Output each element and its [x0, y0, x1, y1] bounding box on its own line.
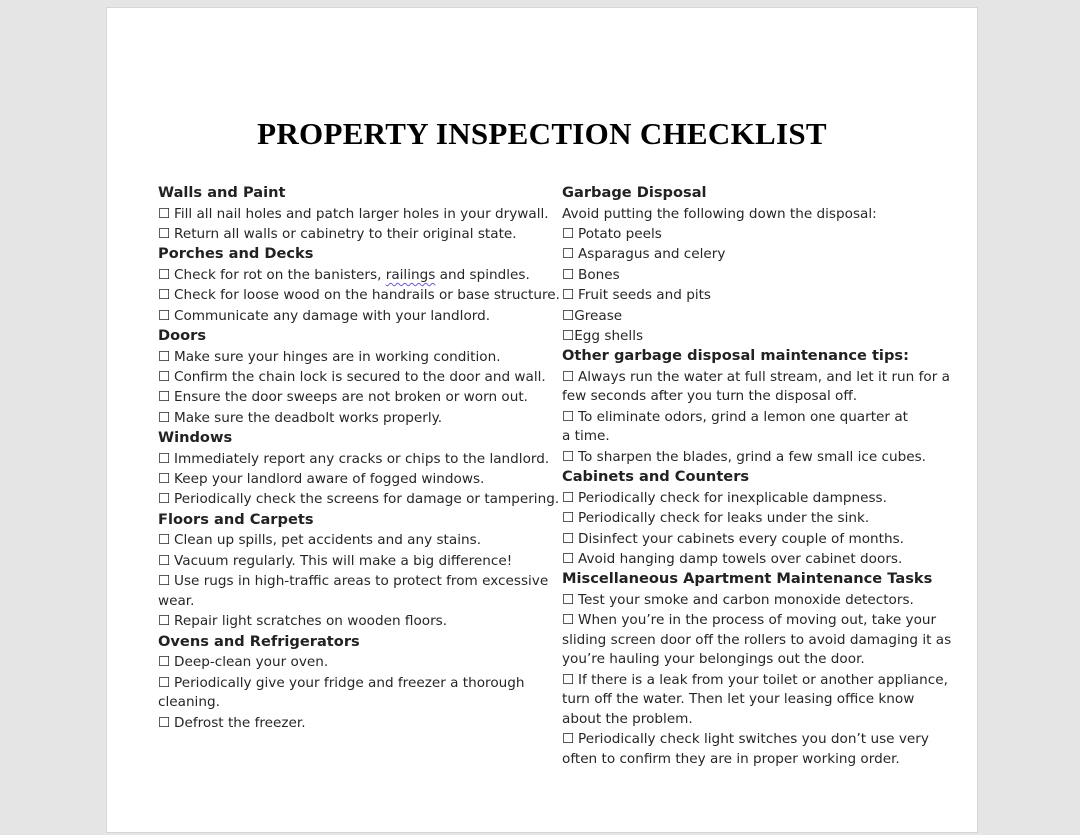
- spellcheck-word[interactable]: railings: [385, 266, 436, 283]
- checklist-item: ☐ When you’re in the process of moving out, take your: [562, 610, 952, 630]
- checkbox-icon[interactable]: ☐: [158, 389, 171, 406]
- section-heading-walls: Walls and Paint: [158, 184, 286, 201]
- checklist-item: ☐ Periodically check the screens for damage or tampering.: [158, 489, 558, 509]
- checklist-item-continued: sliding screen door off the rollers to avoid damaging it as: [562, 631, 952, 648]
- checklist-item: ☐ To eliminate odors, grind a lemon one quarter at: [562, 407, 952, 427]
- section-heading-misc: Miscellaneous Apartment Maintenance Tasks: [562, 570, 933, 588]
- checkbox-icon[interactable]: ☐: [562, 368, 575, 385]
- checkbox-icon[interactable]: ☐: [158, 674, 171, 691]
- checkbox-icon[interactable]: ☐: [158, 368, 171, 385]
- checkbox-icon[interactable]: ☐: [562, 510, 575, 527]
- checklist-item: ☐ Use rugs in high-traffic areas to protect from excessive: [158, 571, 558, 591]
- checklist-item: ☐ Make sure your hinges are in working condition.: [158, 347, 558, 367]
- checklist-item: ☐ Immediately report any cracks or chips to the landlord.: [158, 449, 558, 469]
- checkbox-icon[interactable]: ☐: [562, 287, 575, 304]
- checklist-item: ☐ Periodically give your fridge and freezer a thorough: [158, 673, 558, 693]
- checkbox-icon[interactable]: ☐: [562, 307, 575, 324]
- section-heading-cabinets: Cabinets and Counters: [562, 468, 750, 486]
- checkbox-icon[interactable]: ☐: [158, 471, 171, 488]
- checklist-item: ☐ Check for loose wood on the handrails or base structure.: [158, 285, 558, 305]
- checklist-item-continued: turn off the water. Then let your leasing office know: [562, 691, 915, 708]
- checkbox-icon[interactable]: ☐: [562, 448, 575, 465]
- checklist-item: ☐ Periodically check for inexplicable dampness.: [562, 488, 952, 508]
- checkbox-icon[interactable]: ☐: [158, 491, 171, 508]
- checkbox-icon[interactable]: ☐: [562, 671, 575, 688]
- checklist-item: ☐ Clean up spills, pet accidents and any stains.: [158, 530, 558, 550]
- page-title: PROPERTY INSPECTION CHECKLIST: [257, 116, 827, 151]
- checkbox-icon[interactable]: ☐: [158, 714, 171, 731]
- right-column: [562, 183, 952, 769]
- intro-text: Avoid putting the following down the disposal:: [562, 205, 877, 222]
- checkbox-icon[interactable]: ☐: [562, 266, 575, 283]
- checkbox-icon[interactable]: ☐: [562, 612, 575, 629]
- checkbox-icon[interactable]: ☐: [562, 246, 575, 263]
- checkbox-icon[interactable]: ☐: [562, 327, 575, 344]
- section-heading-porches: Porches and Decks: [158, 245, 314, 263]
- checkbox-icon[interactable]: ☐: [158, 266, 171, 283]
- section-heading-windows: Windows: [158, 429, 233, 447]
- checkbox-icon[interactable]: ☐: [158, 450, 171, 467]
- checkbox-icon[interactable]: ☐: [158, 573, 171, 590]
- checkbox-icon[interactable]: ☐: [158, 654, 171, 671]
- checklist-item-continued: you’re hauling your belongings out the door.: [562, 651, 865, 668]
- checkbox-icon[interactable]: ☐: [158, 205, 171, 222]
- checkbox-icon[interactable]: ☐: [562, 489, 575, 506]
- left-column: [158, 183, 558, 733]
- document-page: [106, 7, 978, 833]
- checklist-item: ☐ Return all walls or cabinetry to their original state.: [158, 224, 558, 244]
- checklist-item: ☐ Defrost the freezer.: [158, 713, 558, 733]
- checklist-item: ☐ Fill all nail holes and patch larger holes in your drywall.: [158, 204, 558, 224]
- checklist-item: ☐ Vacuum regularly. This will make a big difference!: [158, 551, 558, 571]
- checklist-item: ☐ Always run the water at full stream, and let it run for a: [562, 367, 952, 387]
- checklist-item: ☐ Keep your landlord aware of fogged windows.: [158, 469, 558, 489]
- checkbox-icon[interactable]: ☐: [562, 408, 575, 425]
- checkbox-icon[interactable]: ☐: [562, 225, 575, 242]
- checklist-item-continued: a time.: [562, 428, 610, 445]
- checkbox-icon[interactable]: ☐: [158, 307, 171, 324]
- checklist-item: ☐ Ensure the door sweeps are not broken or worn out.: [158, 387, 558, 407]
- checkbox-icon[interactable]: ☐: [158, 287, 171, 304]
- checkbox-icon[interactable]: ☐: [562, 591, 575, 608]
- checklist-item: ☐ Bones: [562, 265, 952, 285]
- checklist-item-continued: about the problem.: [562, 710, 693, 727]
- checklist-item-continued: often to confirm they are in proper working order.: [562, 750, 900, 767]
- checklist-item: ☐ Make sure the deadbolt works properly.: [158, 408, 558, 428]
- checklist-item: ☐ Avoid hanging damp towels over cabinet doors.: [562, 549, 952, 569]
- checklist-item: ☐ Periodically check for leaks under the sink.: [562, 508, 952, 528]
- checklist-item: ☐Egg shells: [562, 327, 644, 344]
- checkbox-icon[interactable]: ☐: [158, 409, 171, 426]
- checklist-item: ☐ If there is a leak from your toilet or another appliance,: [562, 670, 952, 690]
- checklist-item: ☐ Disinfect your cabinets every couple of months.: [562, 529, 952, 549]
- section-heading-tips: Other garbage disposal maintenance tips:: [562, 347, 909, 365]
- checkbox-icon[interactable]: ☐: [158, 225, 171, 242]
- section-heading-ovens: Ovens and Refrigerators: [158, 632, 360, 650]
- section-heading-garbage: Garbage Disposal: [562, 184, 707, 201]
- checklist-item: ☐ Deep-clean your oven.: [158, 652, 558, 672]
- checkbox-icon[interactable]: ☐: [158, 613, 171, 630]
- checkbox-icon[interactable]: ☐: [562, 731, 575, 748]
- checklist-item: ☐ Test your smoke and carbon monoxide detectors.: [562, 590, 952, 610]
- checkbox-icon[interactable]: ☐: [158, 532, 171, 549]
- section-heading-floors: Floors and Carpets: [158, 510, 314, 528]
- checklist-item: ☐ Fruit seeds and pits: [562, 285, 952, 305]
- checkbox-icon[interactable]: ☐: [562, 530, 575, 547]
- checklist-item: ☐ Repair light scratches on wooden floors.: [158, 611, 558, 631]
- section-heading-doors: Doors: [158, 327, 207, 345]
- checklist-item-continued: wear.: [158, 592, 195, 609]
- checklist-item-continued: few seconds after you turn the disposal off.: [562, 388, 858, 405]
- checklist-item: ☐Grease: [562, 307, 623, 324]
- checklist-item: ☐ To sharpen the blades, grind a few small ice cubes.: [562, 447, 952, 467]
- checklist-item: ☐ Confirm the chain lock is secured to the door and wall.: [158, 367, 558, 387]
- checklist-item-continued: cleaning.: [158, 693, 220, 710]
- checkbox-icon[interactable]: ☐: [562, 550, 575, 567]
- checklist-item: ☐ Potato peels: [562, 224, 952, 244]
- checklist-item: ☐ Communicate any damage with your landlord.: [158, 306, 558, 326]
- checklist-item: ☐ Check for rot on the banisters, railings and spindles.: [158, 265, 558, 285]
- checkbox-icon[interactable]: ☐: [158, 348, 171, 365]
- checkbox-icon[interactable]: ☐: [158, 552, 171, 569]
- checklist-item: ☐ Periodically check light switches you don’t use very: [562, 729, 952, 749]
- checklist-item: ☐ Asparagus and celery: [562, 244, 952, 264]
